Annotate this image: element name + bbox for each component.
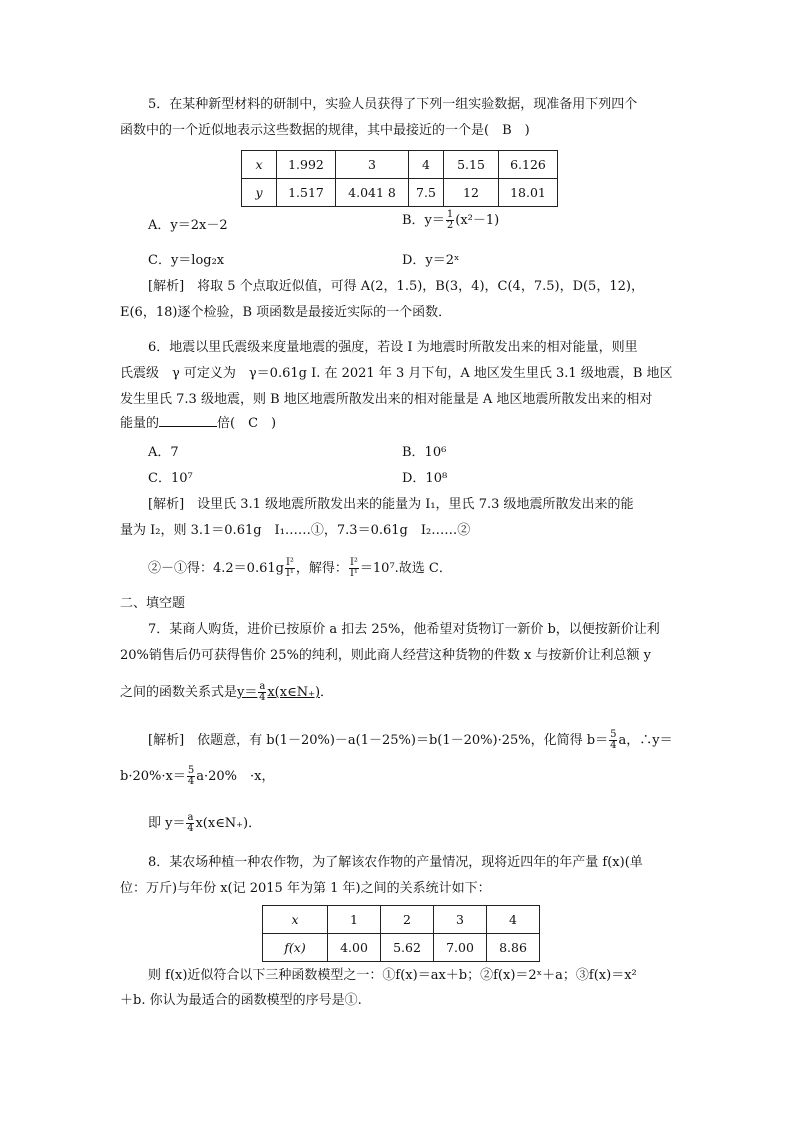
q5-option-b: [402, 210, 652, 231]
table-cell: 8.86: [487, 934, 540, 962]
table-cell: 1: [328, 906, 381, 934]
table-cell: 2: [381, 906, 434, 934]
fraction-denominator: I¹: [285, 568, 294, 579]
fraction-numerator: a: [187, 812, 194, 823]
solution-text: x(x∈N₊)．: [195, 816, 262, 831]
solution-text: b·20%·x＝: [120, 769, 186, 784]
table-row: [263, 906, 540, 934]
q6-solution-line2: 量为 I₂，则 3.1＝0.61g I₁……①，7.3＝0.61g I₂……②: [120, 523, 471, 538]
q5-data-table: [241, 150, 558, 207]
fraction-denominator: 2: [446, 220, 454, 231]
q5-option-d: D．y＝2ˣ: [402, 253, 460, 268]
q7-solution-line3: [148, 813, 708, 834]
answer-blank: [159, 414, 217, 427]
table-cell: 4.00: [328, 934, 381, 962]
solution-text: a·20% ·x，: [196, 769, 275, 784]
q5-option-c: C．y＝log₂x: [148, 253, 225, 268]
q5-line2: 函数中的一个近似地表示这些数据的规律，其中最接近的一个是( B ): [120, 123, 530, 138]
fraction: [187, 766, 195, 787]
fraction-numerator: a: [259, 681, 266, 692]
fraction-denominator: 4: [610, 740, 617, 751]
q7-solution-line2: [120, 766, 680, 787]
q6-line3: 发生里氏 7.3 级地震，则 B 地区地震所散发出来的相对能量是 A 地区地震所散发出来的相对: [120, 392, 653, 407]
q7-line1: 7．某商人购货，进价已按原价 a 扣去 25%，他希望对货物订一新价 b，以便按新价让利: [148, 622, 660, 637]
table-cell: 1.517: [277, 179, 336, 207]
solution-text: [解析] 依题意，有 b(1－20%)－a(1－25%)＝b(1－20%)·25%，化简得 b＝: [148, 733, 609, 748]
fraction-denominator: 4: [187, 776, 195, 787]
solution-text: 即 y＝: [148, 816, 186, 831]
q8-line2: 位：万斤)与年份 x(记 2015 年为第 1 年)之间的关系统计如下：: [120, 881, 491, 896]
solution-text: ＝10⁷.故选 C．: [359, 561, 452, 576]
fraction-numerator: I²: [349, 557, 358, 568]
fraction: [285, 558, 295, 579]
fraction: [609, 730, 617, 751]
q6-line4-start: 能量的: [120, 416, 160, 431]
solution-text: a，∴y＝: [618, 733, 673, 748]
section-heading: 二、填空题: [120, 596, 186, 611]
fraction-numerator: 5: [187, 765, 195, 776]
fraction-numerator: I²: [285, 557, 294, 568]
table-cell: 7.5: [409, 179, 444, 207]
q8-line1: 8．某农场种植一种农作物，为了解该农作物的产量情况，现将近四年的年产量 f(x)(单: [148, 855, 643, 870]
table-row: [263, 934, 540, 962]
q6-option-d: D．10⁸: [402, 471, 448, 486]
answer-text: y＝: [237, 685, 258, 700]
q6-line2: 氏震级 γ 可定义为 γ＝0.61g I. 在 2021 年 3 月下旬，A 地区发生里氏 3.1 级地震，B 地区: [120, 366, 673, 381]
table-row: [242, 179, 558, 207]
q6-option-a: A．7: [148, 445, 179, 460]
table-cell: 3: [336, 151, 409, 179]
table-cell: x: [263, 906, 328, 934]
table-cell: 4: [487, 906, 540, 934]
q8-line3: 则 f(x)近似符合以下三种函数模型之一：①f(x)＝ax＋b；②f(x)＝2ˣ＋a；③f(x)＝x²: [148, 968, 637, 983]
q7-line2: 20%销售后仍可获得售价 25%的纯利，则此商人经营这种货物的件数 x 与按新价让利总额 y: [120, 648, 651, 663]
q5-solution-line2: E(6，18)逐个检验，B 项函数是最接近实际的一个函数．: [120, 305, 452, 320]
solution-text: ②－①得：4.2＝0.61g: [148, 561, 284, 576]
q7-solution-line1: [148, 730, 708, 751]
fraction: [258, 682, 266, 703]
option-b-suffix: (x²－1): [455, 213, 500, 228]
q7-line3: [120, 682, 680, 703]
question-text: 之间的函数关系式是: [120, 685, 238, 700]
table-cell: x: [242, 151, 277, 179]
fraction: [186, 813, 194, 834]
question-text: ．: [320, 685, 334, 700]
q5-option-a: A．y＝2x－2: [148, 218, 228, 233]
q6-solution-line3: [148, 558, 708, 579]
table-cell: 7.00: [434, 934, 487, 962]
table-cell: 5.15: [444, 151, 499, 179]
table-cell: 5.62: [381, 934, 434, 962]
q6-line4: [120, 414, 680, 434]
q6-option-c: C．10⁷: [148, 471, 193, 486]
table-cell: f(x): [263, 934, 328, 962]
table-row: [242, 151, 558, 179]
solution-text: ，解得：: [295, 561, 348, 576]
table-cell: 3: [434, 906, 487, 934]
table-cell: y: [242, 179, 277, 207]
answer-underlined: [237, 681, 321, 703]
fraction-denominator: I¹: [349, 568, 358, 579]
q5-solution-line1: [解析] 将取 5 个点取近似值，可得 A(2，1.5)，B(3，4)，C(4，7.5)，D(5，12)，: [148, 279, 644, 294]
table-cell: 12: [444, 179, 499, 207]
q6-line4-end: 倍( C ): [217, 416, 277, 431]
table-cell: 4: [409, 151, 444, 179]
table-cell: 6.126: [499, 151, 558, 179]
fraction-denominator: 4: [259, 692, 266, 703]
answer-text: x(x∈N₊): [267, 685, 321, 700]
option-b-prefix: B．y＝: [402, 213, 445, 228]
q8-line4: ＋b. 你认为最适合的函数模型的序号是①.: [120, 993, 362, 1008]
q6-solution-line1: [解析] 设里氏 3.1 级地震所散发出来的能量为 I₁，里氏 7.3 级地震所散发出来的能: [148, 497, 634, 512]
table-cell: 1.992: [277, 151, 336, 179]
fraction-denominator: 4: [187, 823, 194, 834]
fraction-numerator: 5: [610, 729, 617, 740]
q8-data-table: [262, 905, 540, 962]
fraction-numerator: 1: [446, 209, 454, 220]
table-cell: 4.041 8: [336, 179, 409, 207]
q5-line1: 5．在某种新型材料的研制中，实验人员获得了下列一组实验数据，现准备用下列四个: [148, 97, 638, 112]
table-cell: 18.01: [499, 179, 558, 207]
fraction: [446, 210, 454, 231]
q6-option-b: B．10⁶: [402, 445, 447, 460]
fraction: [349, 558, 359, 579]
q6-line1: 6．地震以里氏震级来度量地震的强度，若设 I 为地震时所散发出来的相对能量，则里: [148, 340, 638, 355]
